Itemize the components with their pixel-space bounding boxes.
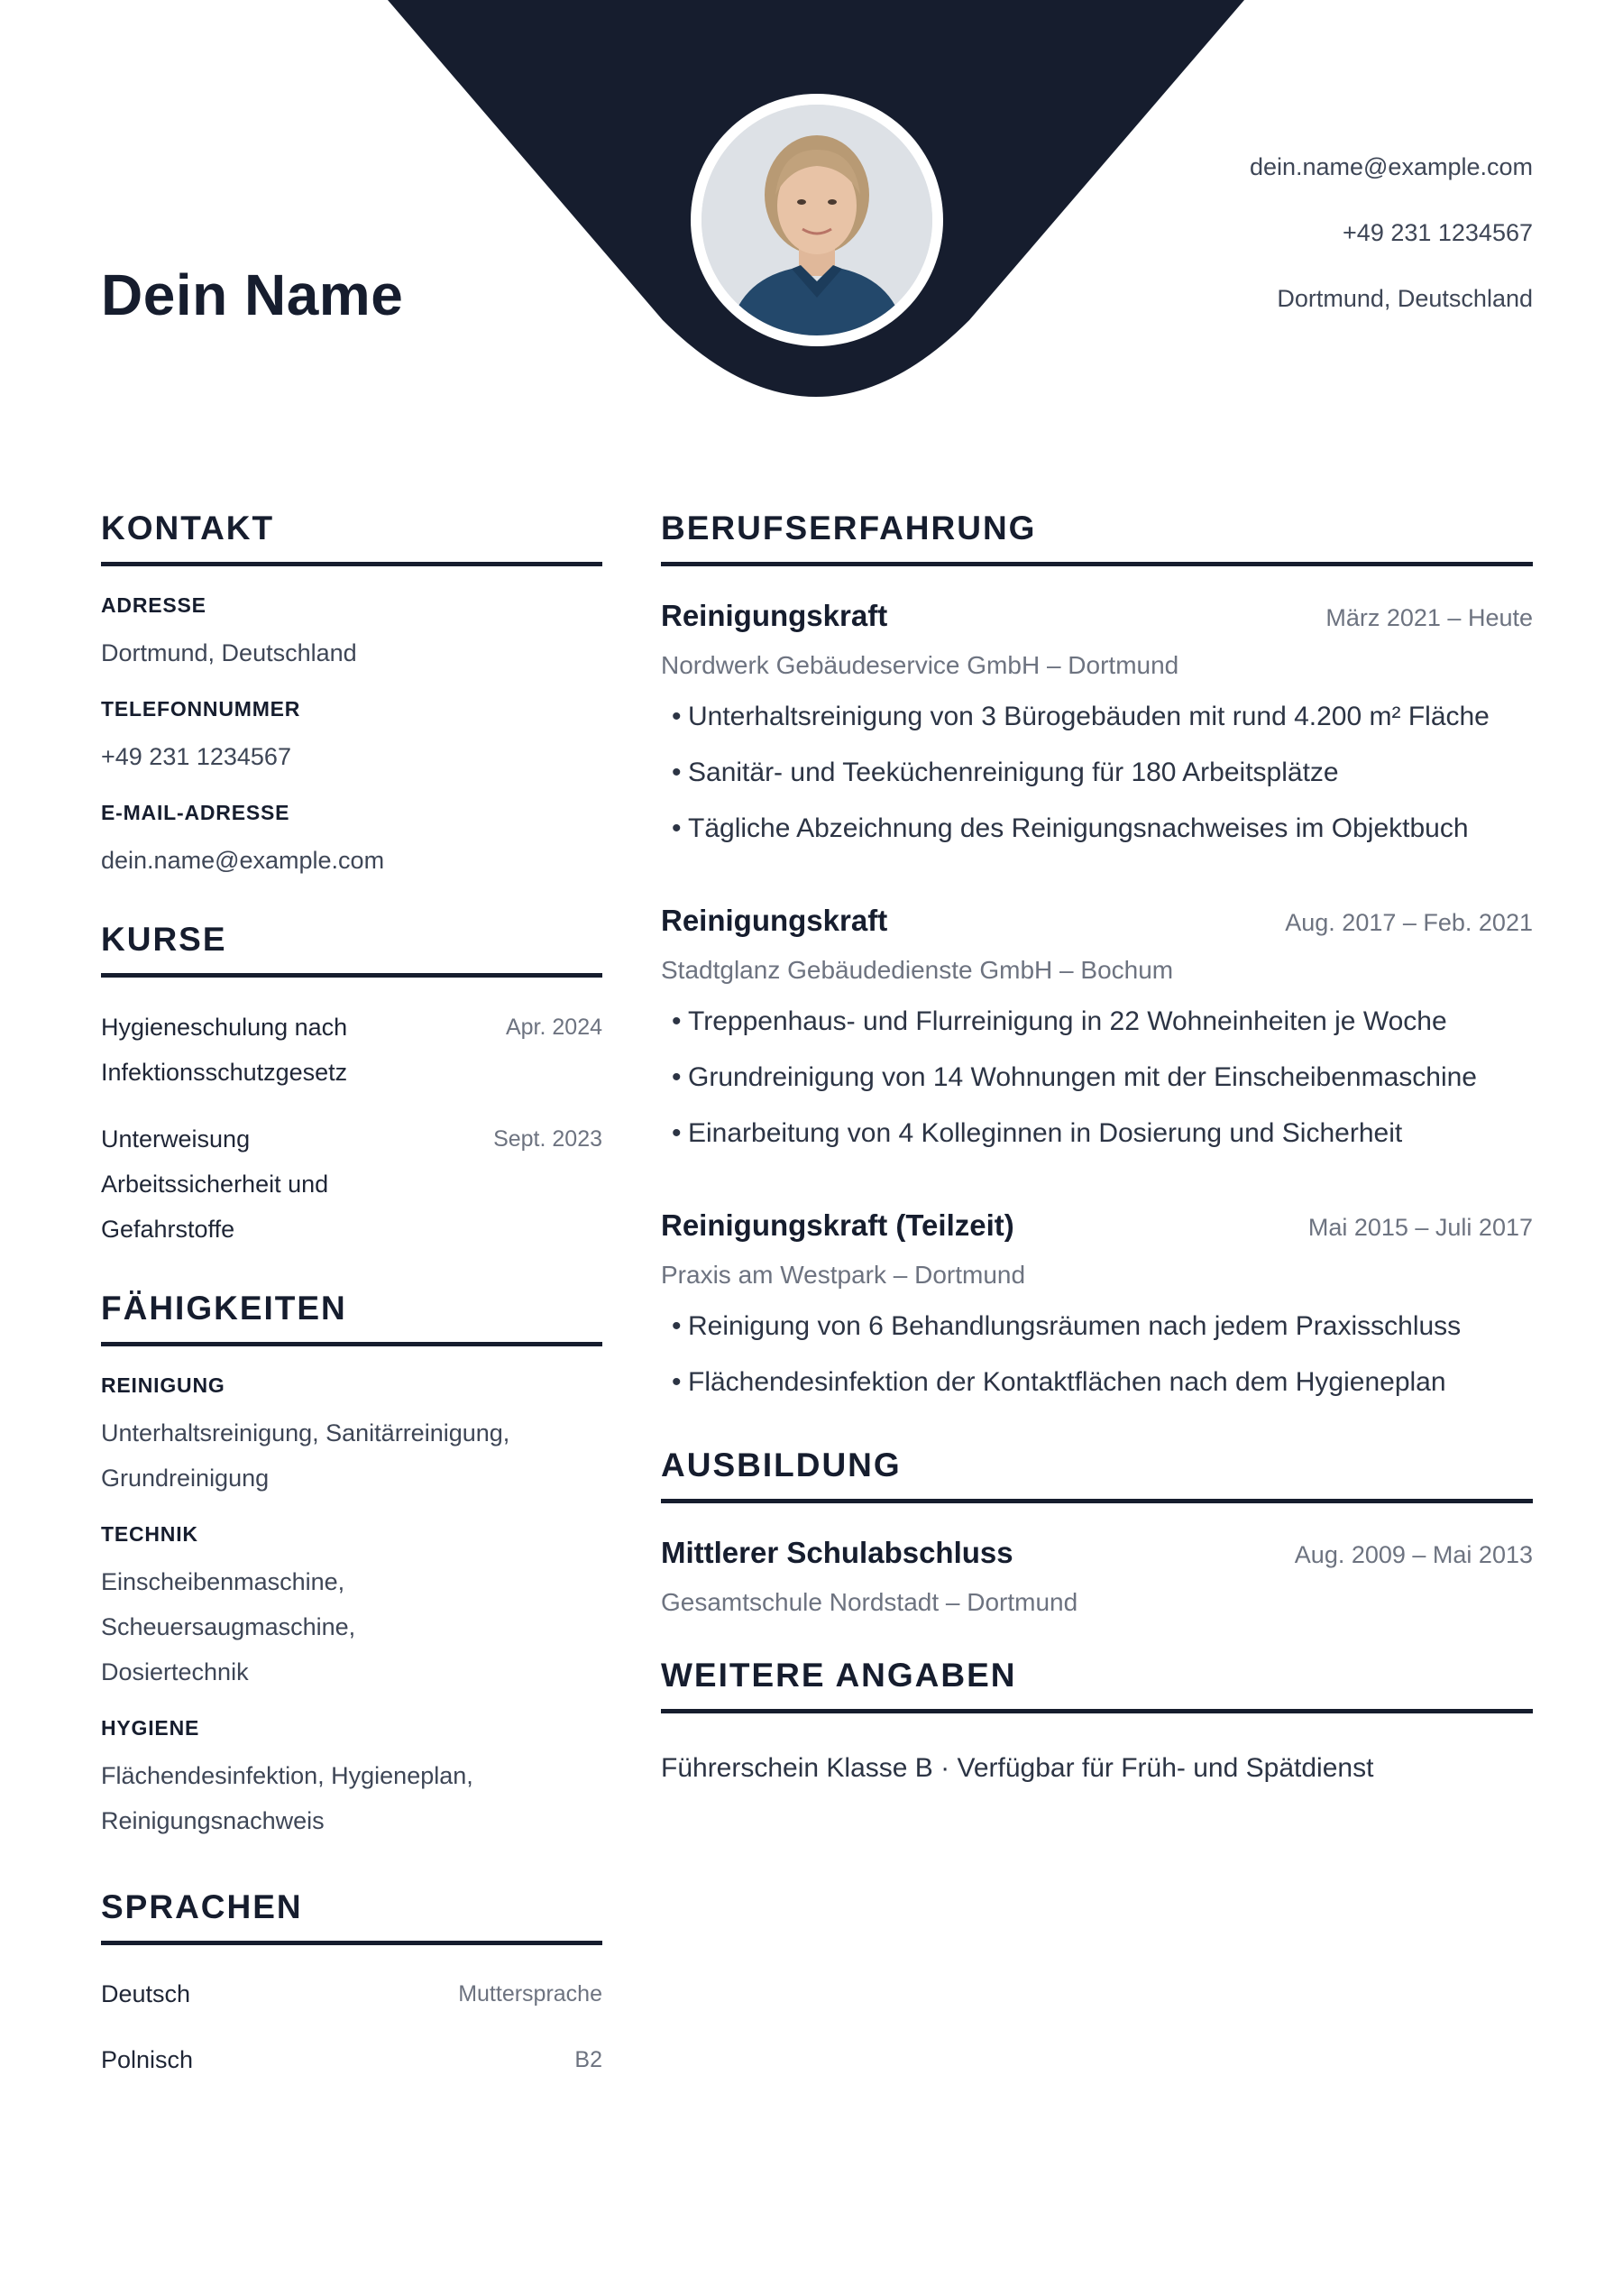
skill-line: Reinigungsnachweis <box>101 1807 325 1834</box>
job-bullet: • Sanitär- und Teeküchenreinigung für 180 Arbeitsplätze <box>672 758 1339 787</box>
candidate-name: Dein Name <box>101 262 404 327</box>
education-title: Mittlerer Schulabschluss <box>661 1536 1013 1569</box>
skill-line: Dosiertechnik <box>101 1658 249 1685</box>
education-entry <box>661 1536 1533 1617</box>
job-bullets <box>661 994 1533 1162</box>
language-level: Muttersprache <box>458 1981 602 2007</box>
course-item <box>101 1116 602 1252</box>
skill-label: HYGIENE <box>101 1716 200 1740</box>
education-header <box>661 1536 1533 1579</box>
kontakt-label: ADRESSE <box>101 593 206 617</box>
kontakt-label: TELEFONNUMMER <box>101 697 301 721</box>
job-bullet-text: Tägliche Abzeichnung des Reinigungsnachweises im Objektbuch <box>688 813 1469 843</box>
course-name-line: Infektionsschutzgesetz <box>101 1059 348 1086</box>
sprachen-section <box>101 1888 602 2093</box>
profile-photo-frame <box>691 94 943 346</box>
job-bullet-text: Flächendesinfektion der Kontaktflächen nach dem Hygieneplan <box>688 1367 1446 1397</box>
education-date: Aug. 2009 – Mai 2013 <box>1294 1541 1533 1568</box>
course-name-line: Arbeitssicherheit und <box>101 1171 329 1198</box>
job-bullet-text: Grundreinigung von 14 Wohnungen mit der Einscheibenmaschine <box>688 1062 1477 1092</box>
skill-line: Einscheibenmaschine, Scheuersaugmaschine, <box>101 1568 356 1640</box>
kontakt-item <box>101 593 602 675</box>
kontakt-section <box>101 510 602 883</box>
language-name: Deutsch <box>101 1980 191 2007</box>
sprachen-title: SPRACHEN <box>101 1888 602 1945</box>
job-bullets <box>661 1299 1533 1410</box>
job-bullet-text: Reinigung von 6 Behandlungsräumen nach jedem Praxisschluss <box>688 1311 1462 1341</box>
job-bullet-text: Sanitär- und Teeküchenreinigung für 180 Arbeitsplätze <box>688 758 1339 787</box>
language-name: Polnisch <box>101 2046 194 2073</box>
job-title: Reinigungskraft <box>661 599 888 632</box>
skill-group <box>101 1716 602 1843</box>
course-date: Sept. 2023 <box>493 1126 602 1152</box>
job-date: März 2021 – Heute <box>1325 604 1533 631</box>
job-header <box>661 1208 1533 1252</box>
kontakt-title: KONTAKT <box>101 510 602 566</box>
course-name <box>101 1005 462 1095</box>
job-entry <box>661 1208 1533 1410</box>
skill-value <box>101 1753 602 1843</box>
job-bullet-text: Unterhaltsreinigung von 3 Bürogebäuden mit rund 4.200 m² Fläche <box>688 702 1490 731</box>
skill-label: REINIGUNG <box>101 1373 225 1397</box>
language-level: B2 <box>574 2047 602 2072</box>
faehigkeiten-title: FÄHIGKEITEN <box>101 1290 602 1346</box>
job-header <box>661 599 1533 642</box>
skill-group <box>101 1522 602 1694</box>
job-title: Reinigungskraft (Teilzeit) <box>661 1208 1014 1242</box>
header-email: dein.name@example.com <box>1249 153 1533 180</box>
kurse-title: KURSE <box>101 921 602 978</box>
course-name-line: Gefahrstoffe <box>101 1216 235 1243</box>
education-school: Gesamtschule Nordstadt – Dortmund <box>661 1588 1078 1616</box>
kontakt-value: Dortmund, Deutschland <box>101 639 357 666</box>
skill-group <box>101 1373 602 1501</box>
ausbildung-title: AUSBILDUNG <box>661 1446 1533 1503</box>
job-bullet: • Flächendesinfektion der Kontaktflächen nach dem Hygieneplan <box>672 1367 1446 1397</box>
job-company: Nordwerk Gebäudeservice GmbH – Dortmund <box>661 651 1179 679</box>
ausbildung-section <box>661 1446 1533 1617</box>
job-title: Reinigungskraft <box>661 904 888 937</box>
job-bullets <box>661 689 1533 857</box>
header-location: Dortmund, Deutschland <box>1277 285 1533 312</box>
job-bullet: • Treppenhaus- und Flurreinigung in 22 Wohneinheiten je Woche <box>672 1006 1447 1036</box>
skill-value <box>101 1559 602 1694</box>
portrait-photo-icon <box>701 105 932 335</box>
header-contact <box>1250 149 1533 346</box>
berufserfahrung-section <box>661 510 1533 1410</box>
job-date: Aug. 2017 – Feb. 2021 <box>1285 909 1533 936</box>
job-bullet-text: Einarbeitung von 4 Kolleginnen in Dosierung und Sicherheit <box>688 1118 1403 1148</box>
job-bullet: • Unterhaltsreinigung von 3 Bürogebäuden mit rund 4.200 m² Fläche <box>672 702 1490 731</box>
course-name-line: Hygieneschulung nach <box>101 1014 348 1041</box>
skill-label: TECHNIK <box>101 1522 198 1546</box>
job-company: Praxis am Westpark – Dortmund <box>661 1261 1026 1289</box>
job-company: Stadtglanz Gebäudedienste GmbH – Bochum <box>661 956 1174 984</box>
course-name-line: Unterweisung <box>101 1125 251 1153</box>
kontakt-value: +49 231 1234567 <box>101 743 291 770</box>
job-header <box>661 904 1533 947</box>
course-date: Apr. 2024 <box>505 1015 602 1040</box>
language-item <box>101 2027 602 2093</box>
job-bullet: • Reinigung von 6 Behandlungsräumen nach jedem Praxisschluss <box>672 1311 1462 1341</box>
berufserfahrung-title: BERUFSERFAHRUNG <box>661 510 1533 566</box>
language-item <box>101 1961 602 2027</box>
job-bullet: • Einarbeitung von 4 Kolleginnen in Dosierung und Sicherheit <box>672 1118 1403 1148</box>
job-date: Mai 2015 – Juli 2017 <box>1307 1214 1533 1241</box>
kontakt-item <box>101 697 602 779</box>
header-phone: +49 231 1234567 <box>1343 219 1533 246</box>
left-column <box>101 510 602 2093</box>
right-column <box>661 510 1533 1784</box>
job-entry <box>661 599 1533 857</box>
weitere-title: WEITERE ANGABEN <box>661 1657 1533 1713</box>
course-name <box>101 1116 462 1252</box>
job-bullet: • Grundreinigung von 14 Wohnungen mit der Einscheibenmaschine <box>672 1062 1477 1092</box>
kurse-section <box>101 921 602 1252</box>
job-entry <box>661 904 1533 1162</box>
skill-line: Flächendesinfektion, Hygieneplan, <box>101 1762 473 1789</box>
skill-line: Grundreinigung <box>101 1465 270 1492</box>
faehigkeiten-section <box>101 1290 602 1843</box>
job-bullet: • Tägliche Abzeichnung des Reinigungsnachweises im Objektbuch <box>672 813 1469 843</box>
skill-value <box>101 1410 602 1501</box>
job-bullet-text: Treppenhaus- und Flurreinigung in 22 Wohneinheiten je Woche <box>688 1006 1447 1036</box>
kontakt-label: E-MAIL-ADRESSE <box>101 801 290 824</box>
weitere-text: Führerschein Klasse B · Verfügbar für Früh- und Spätdienst <box>661 1753 1374 1783</box>
weitere-section <box>661 1657 1533 1784</box>
skill-line: Unterhaltsreinigung, Sanitärreinigung, <box>101 1419 510 1446</box>
kontakt-item <box>101 801 602 883</box>
kontakt-value: dein.name@example.com <box>101 847 385 874</box>
course-item <box>101 1005 602 1095</box>
